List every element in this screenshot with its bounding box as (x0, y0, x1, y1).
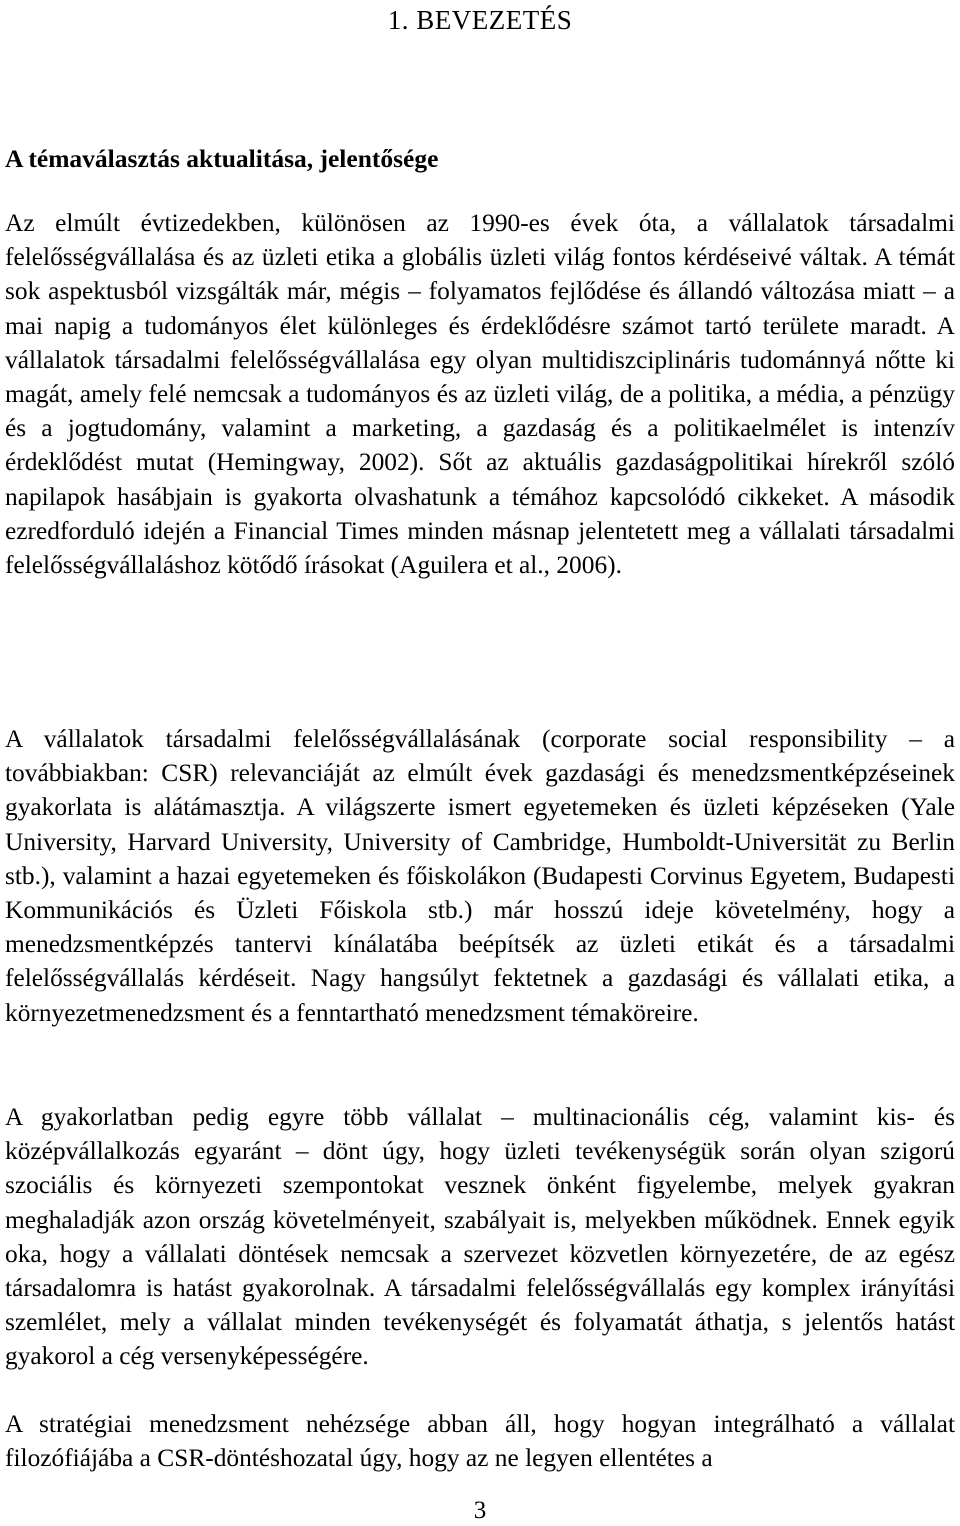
section-title: A témaválasztás aktualitása, jelentősége (5, 144, 439, 173)
chapter-heading: 1. BEVEZETÉS (387, 5, 573, 35)
paragraph-1 (5, 206, 955, 582)
paragraph-text: Az elmúlt évtizedekben, különösen az 1990-es évek óta, a vállalatok társadalmi felelősségvállalása és az üzleti etika a globális üzleti világ fontos kérdéseivé váltak. A témát sok aspektusból vizsgálták már, mégis – folyamatos fejlődése és állandó változása miatt – a mai napig a tudományos élet különleges és érdeklődésre számot tartó területe maradt. A vállalatok társadalmi felelősségvállalása egy olyan multidiszciplináris tudománnyá nőtte ki magát, amely felé nemcsak a tudományos és az üzleti világ, de a politika, a média, a pénzügy és a jogtudomány, valamint a marketing, a gazdaság és a politikaelmélet is intenzív érdeklődést mutat (Hemingway, 2002). Sőt az aktuális gazdaságpolitikai hírekről szóló napilapok hasábjain is gyakorta olvashatunk a témához kapcsolódó cikkeket. A második ezredforduló idején a Financial Times minden másnap jelentetett meg a vállalati társadalmi felelősségvállaláshoz kötődő írásokat (Aguilera et al., 2006). (5, 209, 955, 580)
paragraph-3 (5, 1100, 955, 1374)
paragraph-text: A stratégiai menedzsment nehézsége abban áll, hogy hogyan integrálható a vállalat filozófiájába a CSR-döntéshozatal úgy, hogy az ne legyen ellentétes a (5, 1410, 955, 1473)
paragraph-text: A vállalatok társadalmi felelősségvállalásának (corporate social responsibility – a továbbiakban: CSR) relevanciáját az elmúlt évek gazdasági és menedzsmentképzéseinek gyakorlata is alátámasztja. A világszerte ismert egyetemeken és üzleti képzéseken (Yale University, Harvard University, University of Cambridge, Humboldt-Universität zu Berlin stb.), valamint a hazai egyetemeken és főiskolákon (Budapesti Corvinus Egyetem, Budapesti Kommunikációs és Üzleti Főiskola stb.) már hosszú ideje követelmény, hogy a menedzsmentképzés tantervi kínálatába beépítsék az üzleti etikát és a társadalmi felelősségvállalás kérdéseit. Nagy hangsúlyt fektetnek a gazdasági és vállalati etika, a környezetmenedzsment és a fenntartható menedzsment témaköreire. (5, 725, 955, 1027)
paragraph-4 (5, 1407, 955, 1475)
page-number: 3 (473, 1497, 487, 1524)
paragraph-2 (5, 722, 955, 1030)
paragraph-text: A gyakorlatban pedig egyre több vállalat – multinacionális cég, valamint kis- és középvállalkozás egyaránt – dönt úgy, hogy üzleti tevékenységük során olyan szigorú szociális és környezeti szempontokat vesznek önként figyelembe, melyek gyakran meghaladják azon ország követelményeit, szabályait is, melyekben működnek. Ennek egyik oka, hogy a vállalati döntések nemcsak a szervezet közvetlen környezetére, de az egész társadalomra is hatást gyakorolnak. A társadalmi felelősségvállalás egy komplex irányítási szemlélet, mely a vállalat minden tevékenységét és folyamatát áthatja, s jelentős hatást gyakorol a cég versenyképességére. (5, 1103, 955, 1371)
